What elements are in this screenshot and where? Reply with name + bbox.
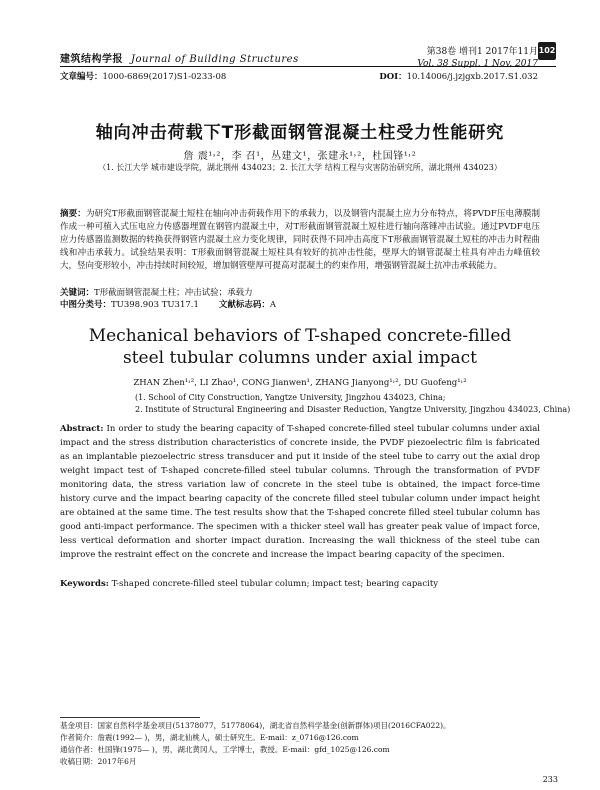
affiliation-zh: （1. 长江大学 城市建设学院，湖北荆州 434023；2. 长江大学 结构工程与灾害防治研究所，湖北荆州 434023） bbox=[98, 163, 502, 172]
keywords-en-label: Keywords: bbox=[60, 579, 109, 589]
footnotes bbox=[60, 720, 540, 768]
volume-zh: 第38卷 增刊1 2017年11月 bbox=[426, 47, 538, 57]
abstract-en-label: Abstract: bbox=[60, 424, 104, 434]
volume-en: Vol. 38 Suppl. 1 Nov. 2017 bbox=[417, 59, 538, 69]
authors-en: ZHAN Zhen¹˒², LI Zhao¹, CONG Jianwen¹, ZHANG Jianyong¹˒², DU Guofeng¹˒² bbox=[133, 378, 467, 388]
abstract-zh-label: 摘要： bbox=[60, 209, 86, 219]
article-id bbox=[60, 70, 226, 82]
doi[interactable] bbox=[379, 70, 538, 82]
keywords-zh bbox=[60, 287, 540, 299]
journal-name bbox=[60, 50, 299, 65]
authors-zh: 詹 震¹˒²，李 召¹，丛建文¹，张建永¹˒²，杜国锋¹˒² bbox=[183, 151, 417, 162]
doi-value[interactable]: 10.14006/j.jzjgxb.2017.S1.032 bbox=[406, 72, 538, 82]
page-badge: 102 bbox=[538, 42, 556, 60]
affiliation-en-2: 2. Institute of Structural Engineering and Disaster Reduction, Yangtze University, Jingzhou 434023, China) bbox=[135, 405, 571, 414]
journal-name-zh: 建筑结构学报 bbox=[60, 54, 123, 65]
affiliations-en bbox=[135, 392, 571, 416]
keywords-en bbox=[60, 579, 540, 589]
page-number: 233 bbox=[542, 775, 558, 784]
footnote-author: 作者简介：詹震(1992— )，男，湖北仙桃人，硕士研究生。E-mail：z_0716@126.com bbox=[60, 733, 359, 742]
footnote-received: 收稿日期：2017年6月 bbox=[60, 757, 137, 766]
clc-label: 中图分类号： bbox=[60, 300, 112, 310]
keywords-zh-text: T形截面钢管混凝土柱；冲击试验；承载力 bbox=[94, 288, 253, 298]
keywords-zh-label: 关键词： bbox=[60, 288, 95, 298]
affiliation-en-1: (1. School of City Construction, Yangtze University, Jingzhou 434023, China; bbox=[135, 393, 446, 402]
article-id-value: 1000-6869(2017)S1-0233-08 bbox=[102, 72, 227, 82]
footnote-corresponding: 通信作者：杜国锋(1975— )，男，湖北黄冈人，工学博士，教授。E-mail：gfd_1025@126.com bbox=[60, 745, 390, 754]
title-en bbox=[0, 325, 600, 369]
abstract-zh-text: 为研究T形截面钢管混凝土短柱在轴向冲击荷载作用下的承载力，以及钢管内混凝土应力分布特点，将PVDF压电薄膜制作成一种可植入式压电应力传感器埋置在钢管内混凝土中，对T形截面钢管混凝土短柱进行轴向落锤冲击试验。通过PVDF电压应力传感器监测数据的转换获得钢管内混凝土应力变化规律，同时获得不同冲击高度下T形截面钢管混凝土短柱的冲击力时程曲线和冲击承载力。试验结果表明：T形截面钢管混凝土短柱具有较好的抗冲击性能，壁厚大的钢管混凝土柱具有冲击力峰值较大，竖向变形较小，冲击持续时间较短，增加钢管壁厚可提高对混凝土的约束作用，增强钢管混凝土抗冲击承载能力。 bbox=[60, 209, 540, 271]
footnote-funding: 基金项目：国家自然科学基金项目(51378077，51778064)，湖北省自然科学基金(创新群体)项目(2016CFA022)。 bbox=[60, 721, 451, 730]
classification-zh bbox=[60, 299, 540, 311]
abstract-en-text: In order to study the bearing capacity of T-shaped concrete-filled steel tubular columns under axial impact and the stress distribution characteristics of concrete inside, the PVDF piezoelectric film is fabricated as an implantable piezoelectric stress transducer and put it inside of the steel tube to carry out the axial drop weight impact test of T-shaped concrete-filled steel tubular columns. Through the transformation of PVDF monitoring data, the stress variation law of concrete in the steel tube is obtained, the impact force-time history curve and the impact bearing capacity of the concrete filled steel tubular column under impact height are obtained at the same time. The test results show that the T-shaped concrete filled steel tubular column has good anti-impact performance. The specimen with a thicker steel wall has greater peak value of impact force, less vertical deformation and shorter impact duration. Increasing the wall thickness of the steel tube can improve the restraint effect on the concrete and increase the impact bearing capacity of the specimen. bbox=[60, 424, 540, 560]
title-en-line-2: steel tubular columns under axial impact bbox=[122, 348, 477, 368]
abstract-zh bbox=[60, 208, 540, 273]
title-zh: 轴向冲击荷载下T形截面钢管混凝土柱受力性能研究 bbox=[95, 123, 505, 143]
article-id-label: 文章编号： bbox=[60, 72, 103, 82]
journal-name-en: Journal of Building Structures bbox=[131, 54, 299, 65]
clc-value: TU398.903 TU317.1 bbox=[111, 300, 199, 310]
doc-code-value: A bbox=[269, 300, 277, 310]
footnote-rule bbox=[60, 717, 200, 718]
header-rule bbox=[60, 66, 556, 67]
doi-label: DOI： bbox=[379, 72, 407, 82]
title-en-line-1: Mechanical behaviors of T-shaped concrete-filled bbox=[88, 326, 512, 346]
abstract-en bbox=[60, 422, 540, 562]
keywords-en-text: T-shaped concrete-filled steel tubular column; impact test; bearing capacity bbox=[108, 579, 439, 589]
doc-code-label: 文献标志码： bbox=[218, 300, 270, 310]
